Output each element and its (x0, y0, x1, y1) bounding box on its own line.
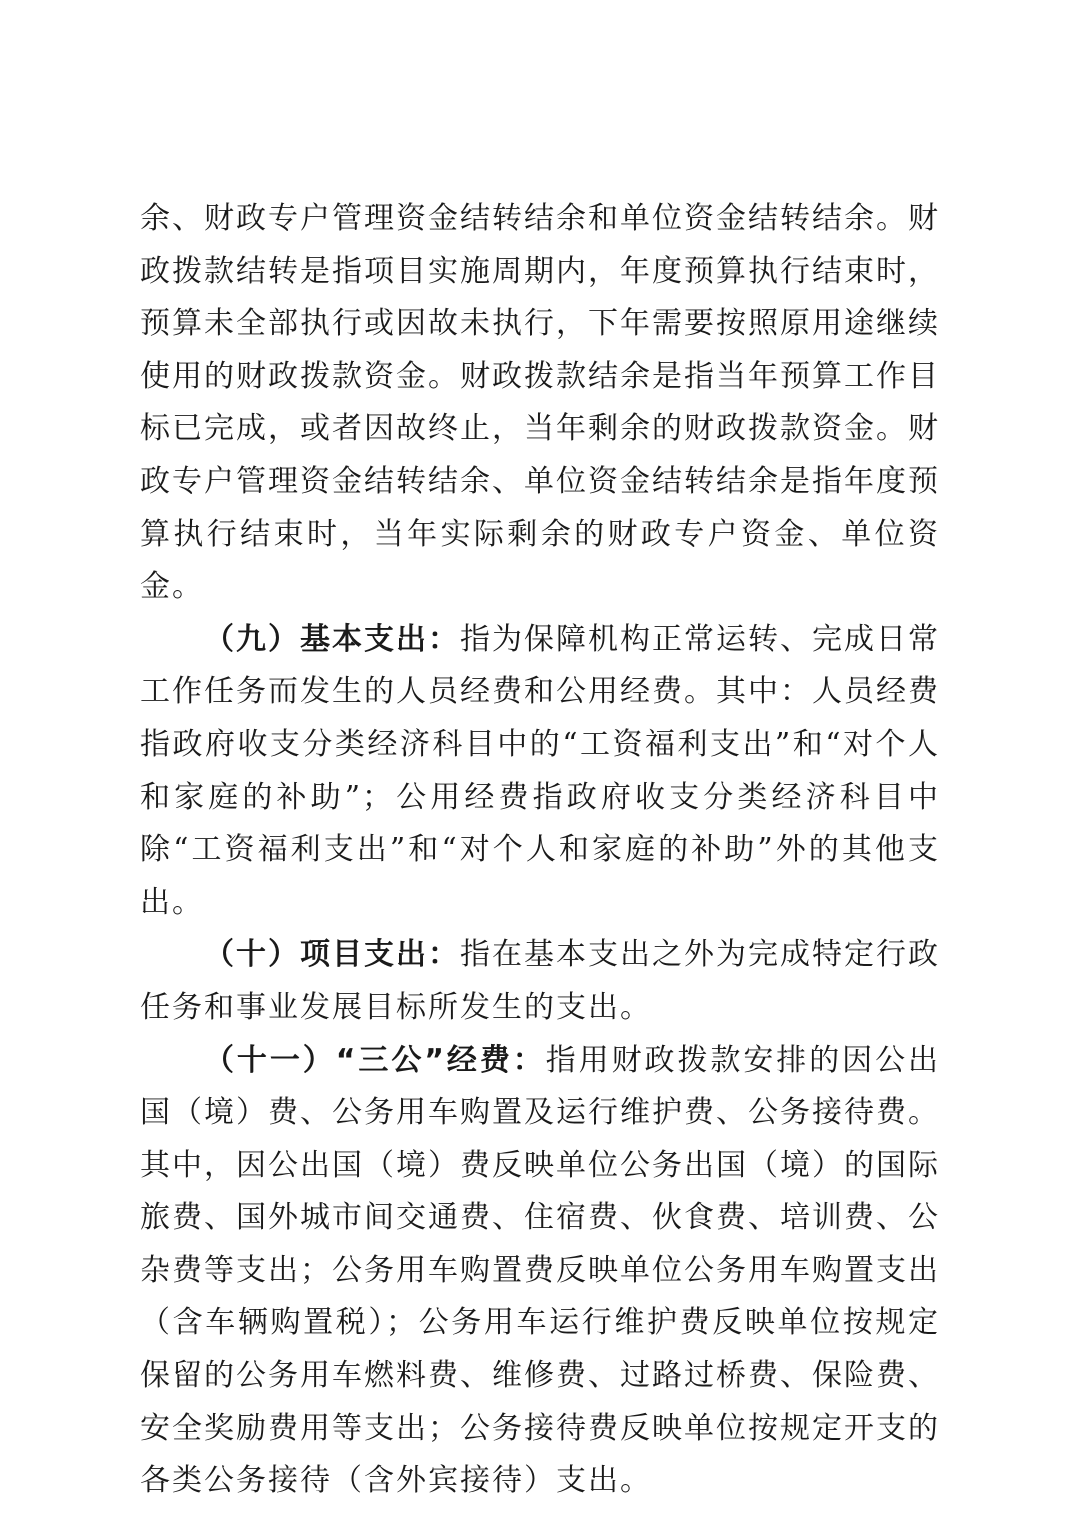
term-project-expenditure: （十）项目支出： (204, 937, 460, 973)
paragraph-three-public-expenses (140, 1035, 940, 1508)
paragraph-project-expenditure (140, 929, 940, 1034)
term-basic-expenditure: （九）基本支出： (204, 621, 460, 657)
paragraph-basic-expenditure (140, 614, 940, 930)
paragraph-text: 指为保障机构正常运转、完成日常工作任务而发生的人员经费和公用经费。其中：人员经费指政府收支分类经济科目中的“工资福利支出”和“对个人和家庭的补助”；公用经费指政府收支分类经济科目中除“工资福利支出”和“对个人和家庭的补助”外的其他支出。 (140, 621, 940, 920)
term-three-public-expenses: （十一）“三公”经费： (204, 1042, 546, 1078)
paragraph-text: 指在基本支出之外为完成特定行政任务和事业发展目标所发生的支出。 (140, 937, 940, 1025)
paragraph-text: 余、财政专户管理资金结转结余和单位资金结转结余。财政拨款结转是指项目实施周期内，年度预算执行结束时，预算未全部执行或因故未执行，下年需要按照原用途继续使用的财政拨款资金。财政拨款结余是指当年预算工作目标已完成，或者因故终止，当年剩余的财政拨款资金。财政专户管理资金结转结余、单位资金结转结余是指年度预算执行结束时，当年实际剩余的财政专户资金、单位资金。 (140, 201, 940, 605)
paragraph-text: 指用财政拨款安排的因公出国（境）费、公务用车购置及运行维护费、公务接待费。其中，因公出国（境）费反映单位公务出国（境）的国际旅费、国外城市间交通费、住宿费、伙食费、培训费、公杂费等支出；公务用车购置费反映单位公务用车购置支出（含车辆购置税）；公务用车运行维护费反映单位按规定保留的公务用车燃料费、维修费、过路过桥费、保险费、安全奖励费用等支出；公务接待费反映单位按规定开支的各类公务接待（含外宾接待）支出。 (140, 1042, 940, 1499)
document-body (140, 193, 940, 1508)
paragraph-carryover-definition (140, 193, 940, 614)
